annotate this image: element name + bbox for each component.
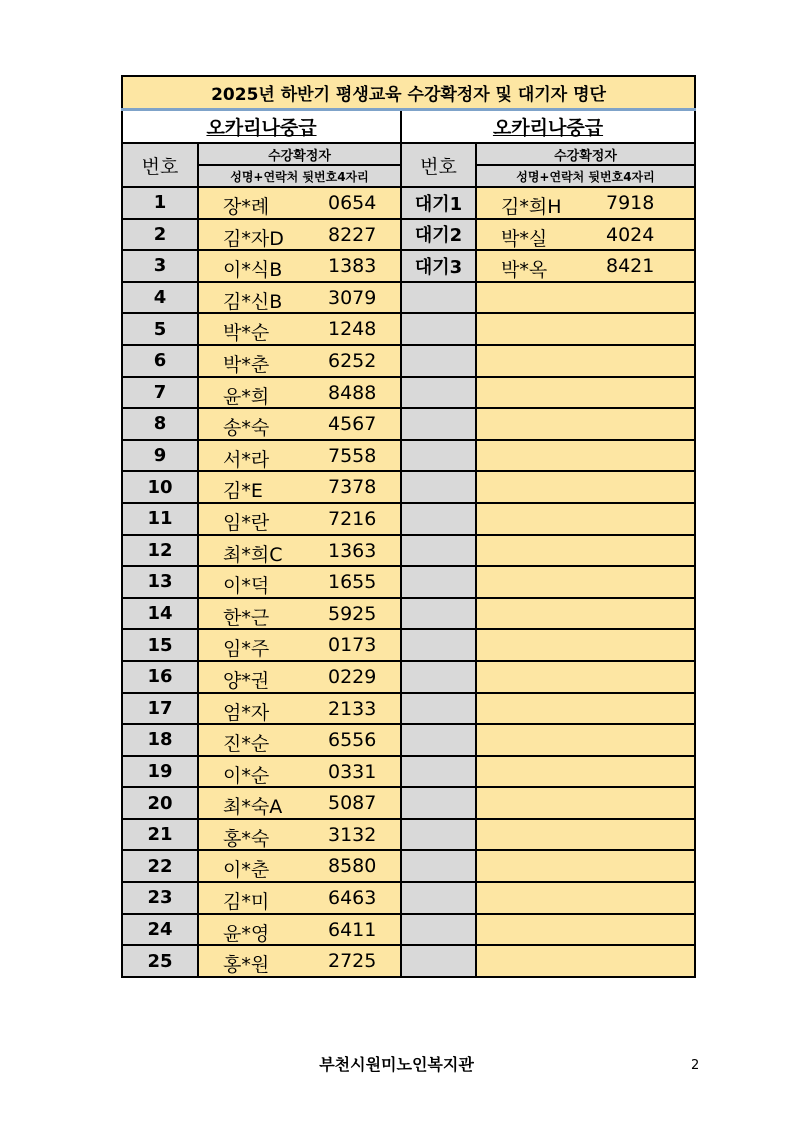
document-title: 2025년 하반기 평생교육 수강확정자 및 대기자 명단	[122, 76, 695, 110]
left-row-number: 3	[122, 250, 198, 282]
left-row-number: 1	[122, 187, 198, 219]
left-row-entry	[198, 914, 401, 946]
left-row-number: 15	[122, 629, 198, 661]
left-row-phone: 8227	[328, 223, 377, 246]
left-row-name: 최*숙A	[223, 796, 283, 819]
table-row	[122, 503, 695, 535]
left-row-entry	[198, 661, 401, 693]
right-row-phone: 8421	[606, 255, 655, 278]
left-row-name: 임*란	[223, 511, 270, 534]
table-row	[122, 250, 695, 282]
right-row-entry	[476, 503, 695, 535]
right-row-number	[401, 345, 476, 377]
table-row	[122, 693, 695, 725]
right-row-number	[401, 724, 476, 756]
left-row-name: 서*라	[223, 448, 270, 471]
left-row-entry	[198, 313, 401, 345]
left-row-entry	[198, 945, 401, 977]
left-row-name: 이*식B	[223, 259, 283, 282]
left-row-name: 최*희C	[223, 543, 283, 566]
left-row-number: 16	[122, 661, 198, 693]
right-row-number	[401, 756, 476, 788]
left-row-entry	[198, 282, 401, 314]
left-row-name: 김*자D	[223, 227, 284, 250]
left-row-phone: 0229	[328, 665, 377, 688]
table-row	[122, 882, 695, 914]
right-main-header: 수강확정자	[476, 143, 695, 165]
table-row	[122, 914, 695, 946]
left-row-phone: 1383	[328, 255, 377, 278]
table-row	[122, 819, 695, 851]
left-row-number: 25	[122, 945, 198, 977]
table-row	[122, 471, 695, 503]
right-row-number: 대기2	[401, 219, 476, 251]
right-row-entry	[476, 313, 695, 345]
left-row-number: 22	[122, 850, 198, 882]
right-row-entry	[476, 598, 695, 630]
left-row-entry	[198, 187, 401, 219]
right-row-number	[401, 598, 476, 630]
right-row-entry	[476, 661, 695, 693]
right-row-entry	[476, 693, 695, 725]
right-row-entry	[476, 850, 695, 882]
left-row-entry	[198, 219, 401, 251]
right-row-number	[401, 377, 476, 409]
table-row	[122, 661, 695, 693]
left-row-name: 윤*영	[223, 922, 270, 945]
table-row	[122, 945, 695, 977]
left-row-number: 14	[122, 598, 198, 630]
left-row-name: 김*신B	[223, 290, 283, 313]
left-row-phone: 7558	[328, 444, 377, 467]
left-main-header: 수강확정자	[198, 143, 401, 165]
right-row-entry	[476, 219, 695, 251]
left-row-number: 13	[122, 566, 198, 598]
right-sub-header: 성명+연락처 뒷번호4자리	[476, 165, 695, 187]
right-row-entry	[476, 250, 695, 282]
right-row-entry	[476, 471, 695, 503]
left-row-name: 장*례	[223, 196, 270, 218]
left-row-number: 12	[122, 535, 198, 567]
left-row-phone: 1655	[328, 571, 377, 594]
right-class-name-text: 오카리나중급	[492, 117, 604, 139]
right-row-phone: 7918	[606, 192, 655, 214]
left-sub-header: 성명+연락처 뒷번호4자리	[198, 165, 401, 187]
left-row-name: 홍*원	[223, 954, 270, 977]
right-row-number	[401, 503, 476, 535]
right-row-name: 김*희H	[501, 196, 562, 218]
right-row-name: 박*실	[501, 227, 548, 250]
table-row	[122, 566, 695, 598]
left-row-phone: 4567	[328, 413, 377, 436]
left-row-name: 송*숙	[223, 417, 270, 440]
left-row-phone: 2133	[328, 697, 377, 720]
right-class-name	[401, 110, 695, 144]
right-row-entry	[476, 819, 695, 851]
right-row-number	[401, 693, 476, 725]
right-row-entry	[476, 345, 695, 377]
right-row-entry	[476, 629, 695, 661]
left-row-entry	[198, 724, 401, 756]
right-row-number	[401, 313, 476, 345]
left-row-name: 한*근	[223, 606, 270, 629]
right-row-number	[401, 408, 476, 440]
left-row-phone: 5087	[328, 792, 377, 815]
left-row-name: 윤*희	[223, 385, 270, 408]
table-row	[122, 629, 695, 661]
table-row	[122, 787, 695, 819]
organization-footer: 부천시원미노인복지관	[319, 1055, 474, 1074]
left-row-entry	[198, 629, 401, 661]
left-row-entry	[198, 535, 401, 567]
left-row-name: 김*E	[223, 480, 263, 503]
left-row-number: 5	[122, 313, 198, 345]
right-row-number	[401, 850, 476, 882]
left-row-name: 박*춘	[223, 353, 270, 376]
left-row-name: 박*순	[223, 322, 270, 345]
left-row-number: 23	[122, 882, 198, 914]
right-row-entry	[476, 724, 695, 756]
left-number-header: 번호	[122, 143, 198, 187]
left-row-entry	[198, 440, 401, 472]
left-row-entry	[198, 882, 401, 914]
right-row-entry	[476, 535, 695, 567]
table-row	[122, 313, 695, 345]
left-row-name: 김*미	[223, 891, 270, 914]
left-row-number: 24	[122, 914, 198, 946]
roster-table	[121, 75, 696, 978]
left-row-phone: 1248	[328, 318, 377, 341]
left-row-name: 이*덕	[223, 575, 270, 598]
left-row-phone: 8580	[328, 855, 377, 878]
right-row-entry	[476, 945, 695, 977]
table-row	[122, 440, 695, 472]
page-number: 2	[691, 1058, 700, 1073]
left-row-entry	[198, 471, 401, 503]
left-row-name: 양*권	[223, 669, 270, 692]
left-row-entry	[198, 566, 401, 598]
right-row-entry	[476, 408, 695, 440]
right-row-entry	[476, 914, 695, 946]
left-row-phone: 0654	[328, 192, 377, 214]
left-row-name: 이*춘	[223, 859, 270, 882]
right-row-entry	[476, 440, 695, 472]
table-row	[122, 219, 695, 251]
left-row-name: 홍*숙	[223, 827, 270, 850]
left-row-number: 11	[122, 503, 198, 535]
left-row-phone: 0331	[328, 760, 377, 783]
right-row-number	[401, 440, 476, 472]
right-row-number: 대기3	[401, 250, 476, 282]
left-row-entry	[198, 345, 401, 377]
right-row-number	[401, 882, 476, 914]
left-row-phone: 7216	[328, 507, 377, 530]
left-row-phone: 3132	[328, 823, 377, 846]
left-row-entry	[198, 787, 401, 819]
left-row-entry	[198, 850, 401, 882]
right-row-name: 박*옥	[501, 259, 548, 282]
right-row-number	[401, 787, 476, 819]
right-row-number	[401, 566, 476, 598]
left-row-phone: 6556	[328, 729, 377, 752]
right-row-number	[401, 535, 476, 567]
right-row-number	[401, 471, 476, 503]
left-row-number: 21	[122, 819, 198, 851]
right-row-entry	[476, 377, 695, 409]
table-row	[122, 282, 695, 314]
right-row-number	[401, 629, 476, 661]
right-row-number	[401, 945, 476, 977]
left-row-number: 19	[122, 756, 198, 788]
left-row-phone: 2725	[328, 950, 377, 973]
left-row-number: 18	[122, 724, 198, 756]
left-row-number: 10	[122, 471, 198, 503]
table-row	[122, 850, 695, 882]
left-row-name: 진*순	[223, 733, 270, 756]
table-row	[122, 756, 695, 788]
left-row-number: 17	[122, 693, 198, 725]
right-row-number	[401, 819, 476, 851]
left-row-entry	[198, 250, 401, 282]
right-row-number	[401, 914, 476, 946]
left-row-phone: 6252	[328, 349, 377, 372]
left-row-entry	[198, 377, 401, 409]
right-row-entry	[476, 187, 695, 219]
right-row-entry	[476, 882, 695, 914]
right-row-phone: 4024	[606, 223, 655, 246]
left-row-phone: 6463	[328, 887, 377, 910]
left-row-number: 2	[122, 219, 198, 251]
left-row-number: 4	[122, 282, 198, 314]
table-row	[122, 377, 695, 409]
left-row-number: 9	[122, 440, 198, 472]
table-row	[122, 345, 695, 377]
left-row-name: 이*순	[223, 764, 270, 787]
right-row-number	[401, 282, 476, 314]
left-row-entry	[198, 598, 401, 630]
left-row-entry	[198, 693, 401, 725]
left-row-name: 엄*자	[223, 701, 270, 724]
left-row-phone: 6411	[328, 918, 377, 941]
left-row-entry	[198, 819, 401, 851]
left-row-phone: 8488	[328, 381, 377, 404]
table-row	[122, 724, 695, 756]
right-row-number: 대기1	[401, 187, 476, 219]
left-row-entry	[198, 503, 401, 535]
left-row-name: 임*주	[223, 638, 270, 661]
table-row	[122, 535, 695, 567]
table-row	[122, 408, 695, 440]
left-row-number: 7	[122, 377, 198, 409]
left-row-number: 8	[122, 408, 198, 440]
left-row-entry	[198, 408, 401, 440]
left-row-entry	[198, 756, 401, 788]
left-row-number: 20	[122, 787, 198, 819]
left-row-phone: 3079	[328, 286, 377, 309]
right-number-header: 번호	[401, 143, 476, 187]
table-row	[122, 187, 695, 219]
left-row-phone: 0173	[328, 634, 377, 657]
left-row-number: 6	[122, 345, 198, 377]
right-row-entry	[476, 787, 695, 819]
left-row-phone: 5925	[328, 602, 377, 625]
left-class-name	[122, 110, 401, 144]
table-row	[122, 598, 695, 630]
right-row-number	[401, 661, 476, 693]
right-row-entry	[476, 282, 695, 314]
right-row-entry	[476, 756, 695, 788]
right-row-entry	[476, 566, 695, 598]
left-class-name-text: 오카리나중급	[206, 117, 317, 139]
left-row-phone: 1363	[328, 539, 377, 562]
left-row-phone: 7378	[328, 476, 377, 499]
